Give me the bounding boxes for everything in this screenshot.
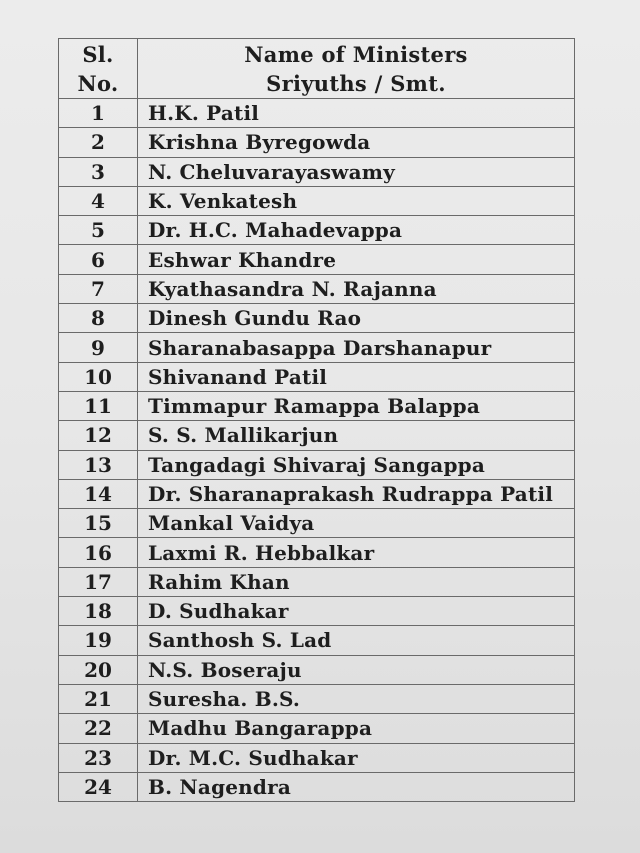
minister-name-cell: Dr. Sharanaprakash Rudrappa Patil: [138, 479, 575, 508]
table-row: [59, 421, 575, 450]
serial-number-cell: 14: [59, 479, 138, 508]
minister-name-cell: Mankal Vaidya: [138, 509, 575, 538]
table-row: [59, 538, 575, 567]
header-row: [59, 39, 575, 99]
serial-number-cell: 18: [59, 597, 138, 626]
serial-header-line1: Sl.: [82, 41, 114, 67]
minister-name-cell: Tangadagi Shivaraj Sangappa: [138, 450, 575, 479]
table-row: [59, 391, 575, 420]
table-header: [59, 39, 575, 99]
minister-name-cell: Dr. M.C. Sudhakar: [138, 743, 575, 772]
minister-name-cell: Dinesh Gundu Rao: [138, 304, 575, 333]
table-row: [59, 509, 575, 538]
serial-header-line2: No.: [77, 70, 119, 96]
minister-name-cell: Suresha. B.S.: [138, 684, 575, 713]
serial-number-cell: 21: [59, 684, 138, 713]
minister-name-cell: B. Nagendra: [138, 772, 575, 801]
serial-number-header: [59, 39, 138, 99]
serial-number-cell: 22: [59, 714, 138, 743]
minister-name-cell: Santhosh S. Lad: [138, 626, 575, 655]
table-row: [59, 597, 575, 626]
serial-number-cell: 3: [59, 157, 138, 186]
table-row: [59, 245, 575, 274]
serial-number-cell: 15: [59, 509, 138, 538]
serial-number-cell: 19: [59, 626, 138, 655]
table-row: [59, 655, 575, 684]
table-row: [59, 714, 575, 743]
minister-name-cell: N. Cheluvarayaswamy: [138, 157, 575, 186]
minister-name-cell: Eshwar Khandre: [138, 245, 575, 274]
ministers-table: [58, 38, 575, 802]
serial-number-cell: 12: [59, 421, 138, 450]
minister-name-cell: N.S. Boseraju: [138, 655, 575, 684]
minister-name-cell: D. Sudhakar: [138, 597, 575, 626]
table-row: [59, 362, 575, 391]
name-header-line2: Sriyuths / Smt.: [266, 70, 446, 96]
table-row: [59, 216, 575, 245]
serial-number-cell: 11: [59, 391, 138, 420]
minister-name-cell: H.K. Patil: [138, 99, 575, 128]
minister-name-cell: K. Venkatesh: [138, 186, 575, 215]
table-row: [59, 186, 575, 215]
serial-number-cell: 23: [59, 743, 138, 772]
minister-name-header: [138, 39, 575, 99]
minister-name-cell: Krishna Byregowda: [138, 128, 575, 157]
minister-name-cell: Timmapur Ramappa Balappa: [138, 391, 575, 420]
table-row: [59, 157, 575, 186]
serial-number-cell: 5: [59, 216, 138, 245]
serial-number-cell: 1: [59, 99, 138, 128]
table-row: [59, 128, 575, 157]
serial-number-cell: 2: [59, 128, 138, 157]
table-row: [59, 479, 575, 508]
serial-number-cell: 7: [59, 274, 138, 303]
minister-name-cell: Laxmi R. Hebbalkar: [138, 538, 575, 567]
serial-number-cell: 10: [59, 362, 138, 391]
table-body: [59, 99, 575, 802]
serial-number-cell: 20: [59, 655, 138, 684]
serial-number-cell: 24: [59, 772, 138, 801]
minister-name-cell: Shivanand Patil: [138, 362, 575, 391]
minister-name-cell: S. S. Mallikarjun: [138, 421, 575, 450]
table-row: [59, 304, 575, 333]
table-row: [59, 567, 575, 596]
serial-number-cell: 4: [59, 186, 138, 215]
table-row: [59, 333, 575, 362]
serial-number-cell: 16: [59, 538, 138, 567]
table-row: [59, 684, 575, 713]
minister-name-cell: Kyathasandra N. Rajanna: [138, 274, 575, 303]
minister-name-cell: Madhu Bangarappa: [138, 714, 575, 743]
serial-number-cell: 17: [59, 567, 138, 596]
table-row: [59, 626, 575, 655]
table-row: [59, 772, 575, 801]
table-row: [59, 450, 575, 479]
serial-number-cell: 6: [59, 245, 138, 274]
table-row: [59, 274, 575, 303]
serial-number-cell: 9: [59, 333, 138, 362]
serial-number-cell: 8: [59, 304, 138, 333]
minister-name-cell: Dr. H.C. Mahadevappa: [138, 216, 575, 245]
table-row: [59, 99, 575, 128]
minister-name-cell: Rahim Khan: [138, 567, 575, 596]
name-header-line1: Name of Ministers: [244, 41, 468, 67]
serial-number-cell: 13: [59, 450, 138, 479]
table-row: [59, 743, 575, 772]
minister-name-cell: Sharanabasappa Darshanapur: [138, 333, 575, 362]
